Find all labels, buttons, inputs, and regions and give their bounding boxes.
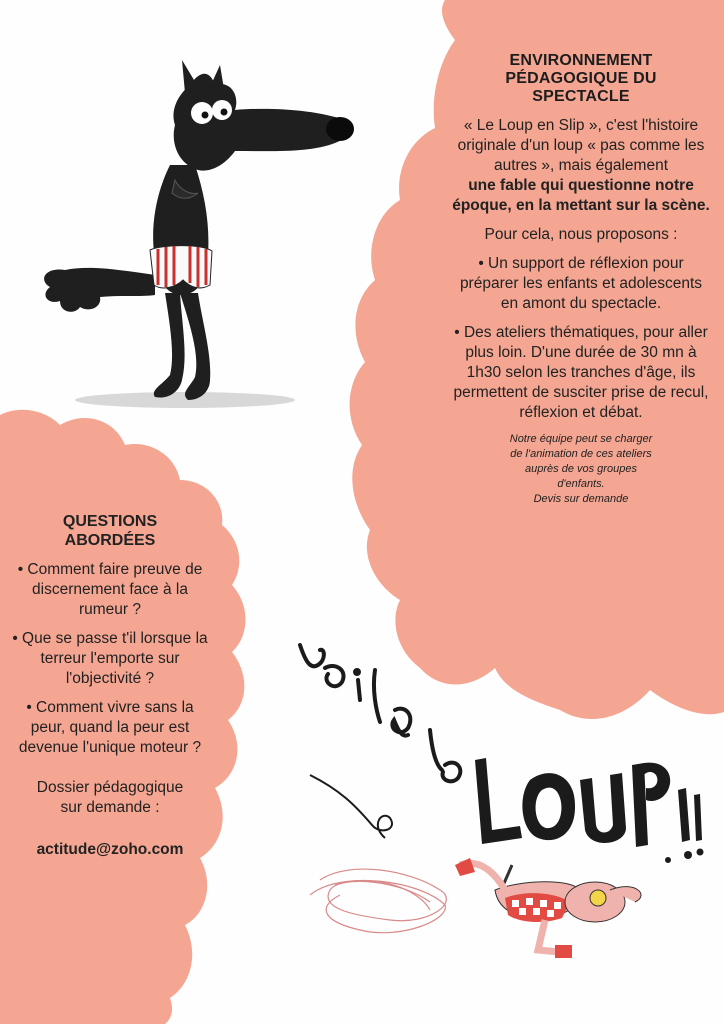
loup-lettering: [475, 758, 704, 863]
question-item: • Comment faire preuve de discernement face à la rumeur ?: [17, 561, 203, 618]
note-line: d'enfants.: [557, 478, 605, 490]
note-line: Notre équipe peut se charger: [509, 433, 653, 445]
swirl-line: [310, 775, 392, 838]
note-line: Devis sur demande: [533, 493, 629, 505]
title-line: SPECTACLE: [532, 88, 630, 105]
pedagogical-environment-section: [450, 52, 712, 507]
team-note: [450, 432, 712, 507]
dossier-text: [10, 778, 210, 818]
wolf-underwear: [150, 246, 212, 288]
question-item: • Comment vivre sans la peur, quand la peur est devenue l'unique moteur ?: [18, 699, 202, 756]
rabbit-illustration: [455, 858, 641, 958]
bullet-support: • Un support de réflexion pour préparer les enfants et adolescents en amont du spectacle.: [459, 255, 703, 312]
question-item: • Que se passe t'il lorsque la terreur l'emporte sur l'objectivité ?: [12, 630, 208, 687]
wolf-leg-right: [180, 293, 210, 400]
voila-le-lettering: [300, 645, 460, 781]
dossier-line: Dossier pédagogique: [36, 779, 184, 796]
proposal-text: Pour cela, nous proposons :: [484, 226, 678, 243]
wolf-tail: [44, 268, 155, 312]
section-title: [10, 512, 210, 550]
title-line: ENVIRONNEMENT: [509, 52, 653, 69]
ground-shadow: [75, 392, 295, 408]
intro-paragraph: [450, 116, 712, 216]
contact-email-link[interactable]: actitude@zoho.com: [36, 841, 184, 858]
wolf-ear-left: [182, 60, 200, 93]
wolf-illustration: [30, 55, 380, 415]
voila-le-loup-illustration: [280, 640, 710, 1010]
intro-text: « Le Loup en Slip », c'est l'histoire originale d'un loup « pas comme les autres », mais également: [457, 117, 705, 174]
wolf-leg-left: [154, 293, 185, 398]
note-line: auprès de vos groupes: [525, 463, 637, 475]
dossier-line: sur demande :: [60, 799, 160, 816]
wolf-nose: [326, 117, 354, 141]
questions-section: [10, 512, 210, 869]
note-line: de l'animation de ces ateliers: [510, 448, 652, 460]
speed-scribble: [310, 869, 446, 933]
wolf-eye-left: [191, 102, 213, 124]
title-line: ABORDÉES: [64, 532, 156, 549]
section-title: [450, 52, 712, 106]
title-line: PÉDAGOGIQUE DU: [505, 70, 657, 87]
intro-bold-text: une fable qui questionne notre époque, en la mettant sur la scène.: [452, 177, 710, 214]
title-line: QUESTIONS: [62, 513, 158, 530]
bullet-workshops: • Des ateliers thématiques, pour aller plus loin. D'une durée de 30 mn à 1h30 selon les tranches d'âge, ils permettent de susciter prise de recul, réflexion et débat.: [453, 324, 709, 421]
